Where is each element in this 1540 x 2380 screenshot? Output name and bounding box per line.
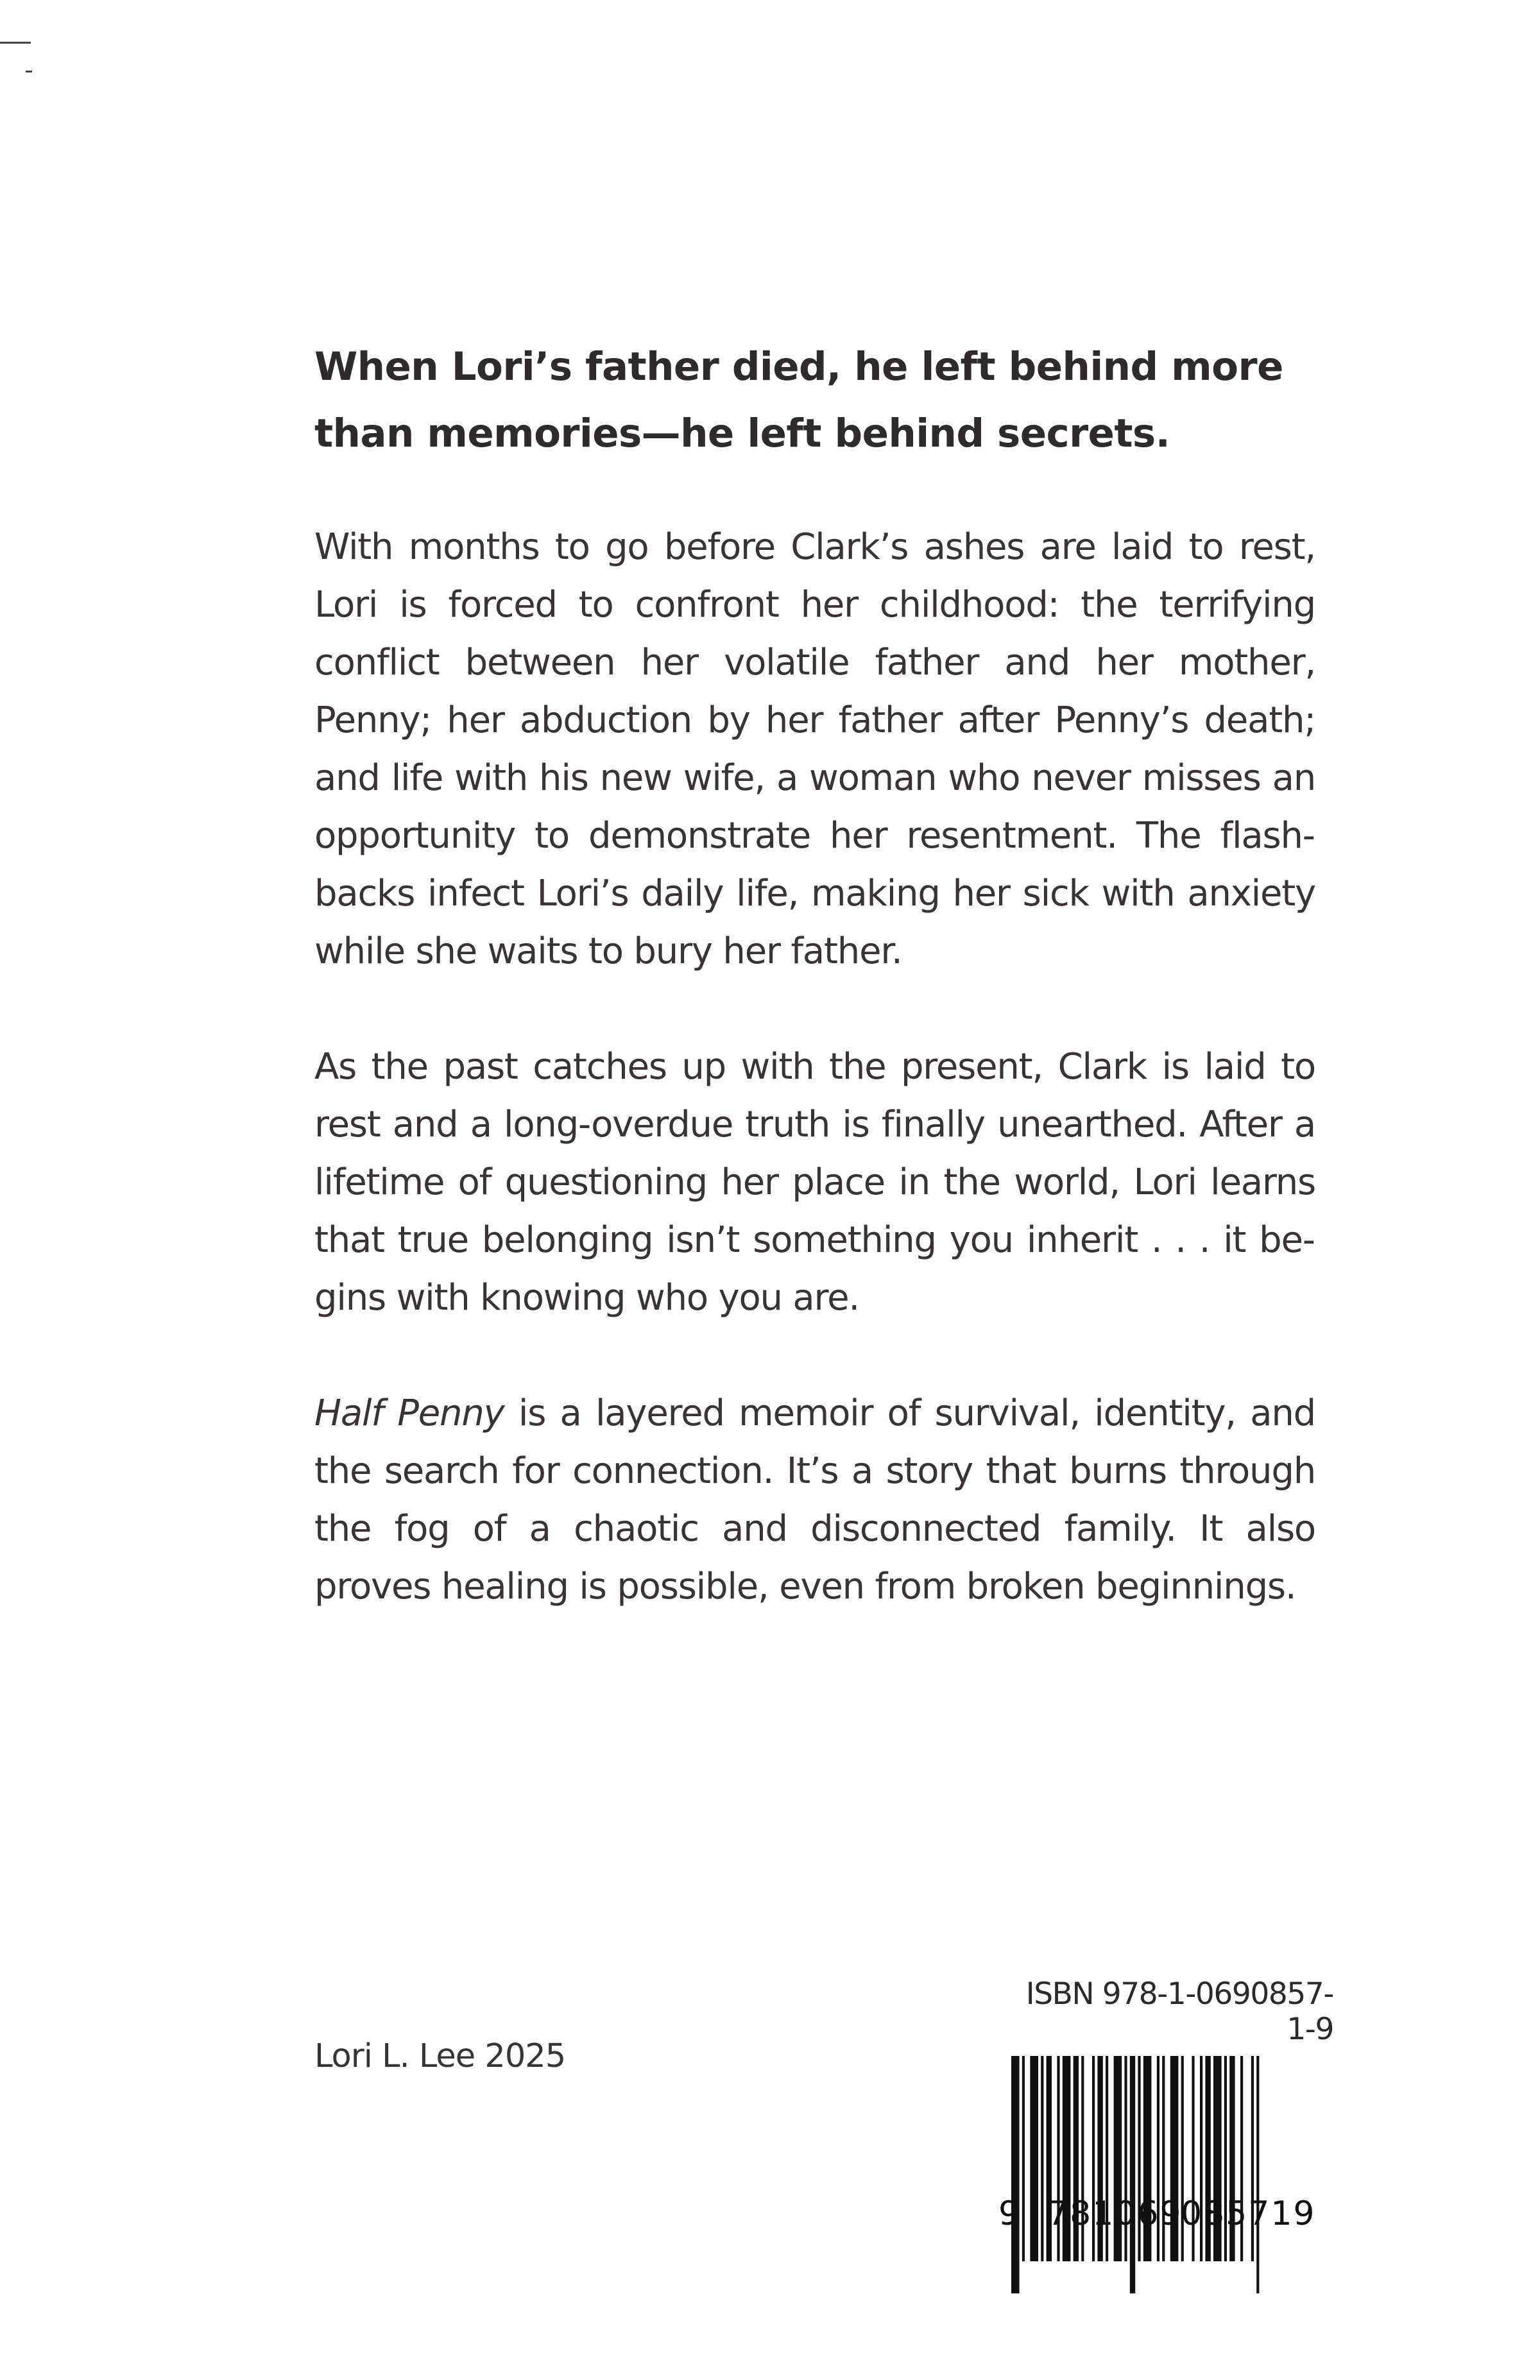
barcode-left-digits: 781069 [1047, 2195, 1183, 2233]
barcode-bar [1256, 2056, 1259, 2293]
copyright-line: Lori L. Lee 2025 [314, 2037, 566, 2075]
paragraph-2: As the past catches up with the present, Clark is laid to rest and a long-overdue truth is finally unearthed. After a lifetime of questioning her place in the world, Lori learns that true belonging isn’t something you inherit . . . it begins with knowing who you are. [314, 1046, 1315, 1319]
barcode-bar [1022, 2056, 1025, 2261]
headline: When Lori’s father died, he left behind more than memories—he left behind secrets. [314, 344, 1283, 456]
isbn-number: ISBN 978-1-0690857-1-9 [1025, 1976, 1333, 2047]
paragraph-1: With months to go before Clark’s ashes are laid to rest, Lori is forced to confront her childhood: the terrifying conflict between her volatile father and her mother, Penny; her abduction by her father after Penny’s death; and life with his new wife, a woman who never misses an opportunity to demonstrate her resentment. The flashbacks infect Lori’s daily life, making her sick with anxiety while she waits to bury her father. [314, 526, 1315, 972]
barcode-lead-digit: 9 [998, 2195, 1020, 2233]
barcode-bar [1041, 2056, 1043, 2261]
crop-mark-small [26, 71, 32, 73]
barcode [1000, 2056, 1333, 2300]
barcode-bar [1011, 2056, 1020, 2293]
crop-mark [0, 42, 31, 44]
paragraph-3 [314, 1385, 1315, 1616]
paragraph-3-text: is a layered memoir of survival, identity, and the search for connection. It’s a story that burns through the fog of a chaotic and disconnected family. It also proves healing is possible, even from broken beginnings. [314, 1392, 1315, 1607]
barcode-bar [1030, 2056, 1038, 2261]
barcode-bar [1130, 2056, 1135, 2293]
isbn-barcode-block [1000, 1976, 1333, 2300]
back-cover-text [314, 334, 1315, 1674]
book-title: Half Penny [314, 1392, 504, 1434]
barcode-right-digits: 085719 [1181, 2195, 1316, 2233]
